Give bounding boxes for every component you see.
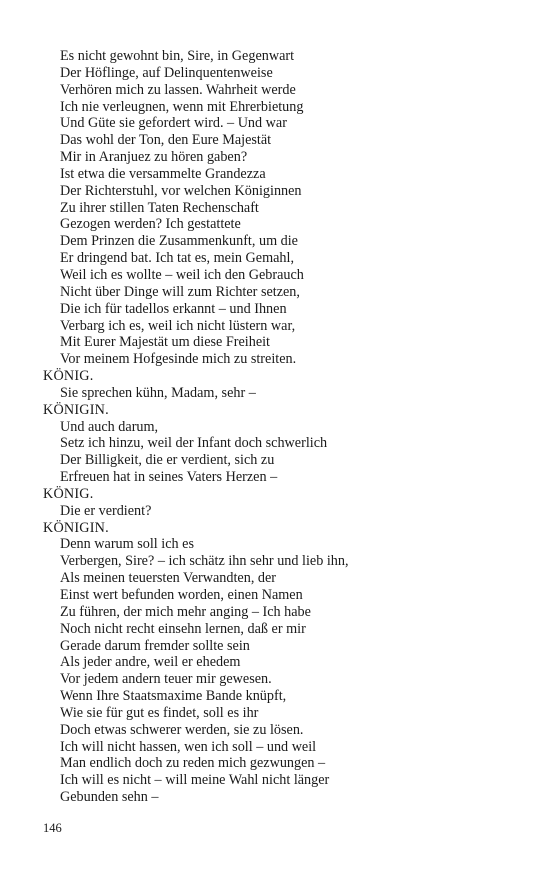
page-number: 146 <box>43 821 62 835</box>
verse-line: Als meinen teuersten Verwandten, der <box>60 570 277 587</box>
verse-line: Mir in Aranjuez zu hören gaben? <box>60 149 248 166</box>
verse-line: Ich will es nicht – will meine Wahl nicht länger <box>60 772 330 789</box>
verse-line: Und Güte sie gefordert wird. – Und war <box>60 115 287 132</box>
verse-line: Dem Prinzen die Zusammenkunft, um die <box>60 233 298 250</box>
verse-line: Er dringend bat. Ich tat es, mein Gemahl, <box>60 250 295 267</box>
verse-line: Gerade darum fremder sollte sein <box>60 637 250 654</box>
verse-line: Weil ich es wollte – weil ich den Gebrauch <box>60 266 304 283</box>
speaker-name: KÖNIGIN. <box>43 401 109 418</box>
verse-line: Ich will nicht hassen, wen ich soll – und weil <box>60 738 317 755</box>
verse-line: Das wohl der Ton, den Eure Majestät <box>60 132 272 149</box>
verse-line: Verbergen, Sire? – ich schätz ihn sehr und lieb ihn, <box>60 553 349 570</box>
verse-line: Man endlich doch zu reden mich gezwungen – <box>60 755 326 772</box>
verse-line: Denn warum soll ich es <box>60 536 194 553</box>
verse-line: Vor jedem andern teuer mir gewesen. <box>60 671 272 688</box>
verse-line: Gebunden sehn – <box>60 789 159 806</box>
verse-line: Ist etwa die versammelte Grandezza <box>60 165 266 182</box>
verse-line: Einst wert befunden worden, einen Namen <box>60 587 303 603</box>
verse-line: Sie sprechen kühn, Madam, sehr – <box>60 384 256 401</box>
verse-line: Und auch darum, <box>60 418 159 435</box>
verse-line: Verhören mich zu lassen. Wahrheit werde <box>60 81 296 98</box>
verse-line: Ich nie verleugnen, wenn mit Ehrerbietung <box>60 98 304 115</box>
verse-line: Setz ich hinzu, weil der Infant doch schwerlich <box>60 435 328 452</box>
speaker-name: KÖNIG. <box>43 368 94 385</box>
verse-line: Die er verdient? <box>60 502 152 519</box>
speaker-name: KÖNIGIN. <box>43 519 109 536</box>
verse-line: Wie sie für gut es findet, soll es ihr <box>60 704 259 721</box>
verse-line: Mit Eurer Majestät um diese Freiheit <box>60 334 270 351</box>
verse-line: Noch nicht recht einsehn lernen, daß er mir <box>60 620 306 637</box>
verse-line: Vor meinem Hofgesinde mich zu streiten. <box>60 351 297 368</box>
verse-line: Es nicht gewohnt bin, Sire, in Gegenwart <box>60 48 295 64</box>
speaker-name: KÖNIG. <box>43 485 94 502</box>
drama-text-block <box>43 48 523 806</box>
verse-line: Der Höflinge, auf Delinquentenweise <box>60 64 273 81</box>
verse-line: Zu führen, der mich mehr anging – Ich habe <box>60 603 311 620</box>
verse-line: Zu ihrer stillen Taten Rechenschaft <box>60 199 259 216</box>
verse-line: Der Billigkeit, die er verdient, sich zu <box>60 452 275 469</box>
verse-line: Wenn Ihre Staatsmaxime Bande knüpft, <box>60 688 287 705</box>
verse-line: Doch etwas schwerer werden, sie zu lösen. <box>60 721 304 738</box>
verse-line: Erfreuen hat in seines Vaters Herzen – <box>60 469 278 486</box>
verse-line: Nicht über Dinge will zum Richter setzen, <box>60 283 300 300</box>
verse-line: Gezogen werden? Ich gestattete <box>60 216 241 233</box>
verse-line: Als jeder andre, weil er ehedem <box>60 654 241 671</box>
verse-line: Die ich für tadellos erkannt – und Ihnen <box>60 300 287 317</box>
verse-line: Verbarg ich es, weil ich nicht lüstern war, <box>60 317 296 334</box>
verse-line: Der Richterstuhl, vor welchen Königinnen <box>60 182 302 199</box>
